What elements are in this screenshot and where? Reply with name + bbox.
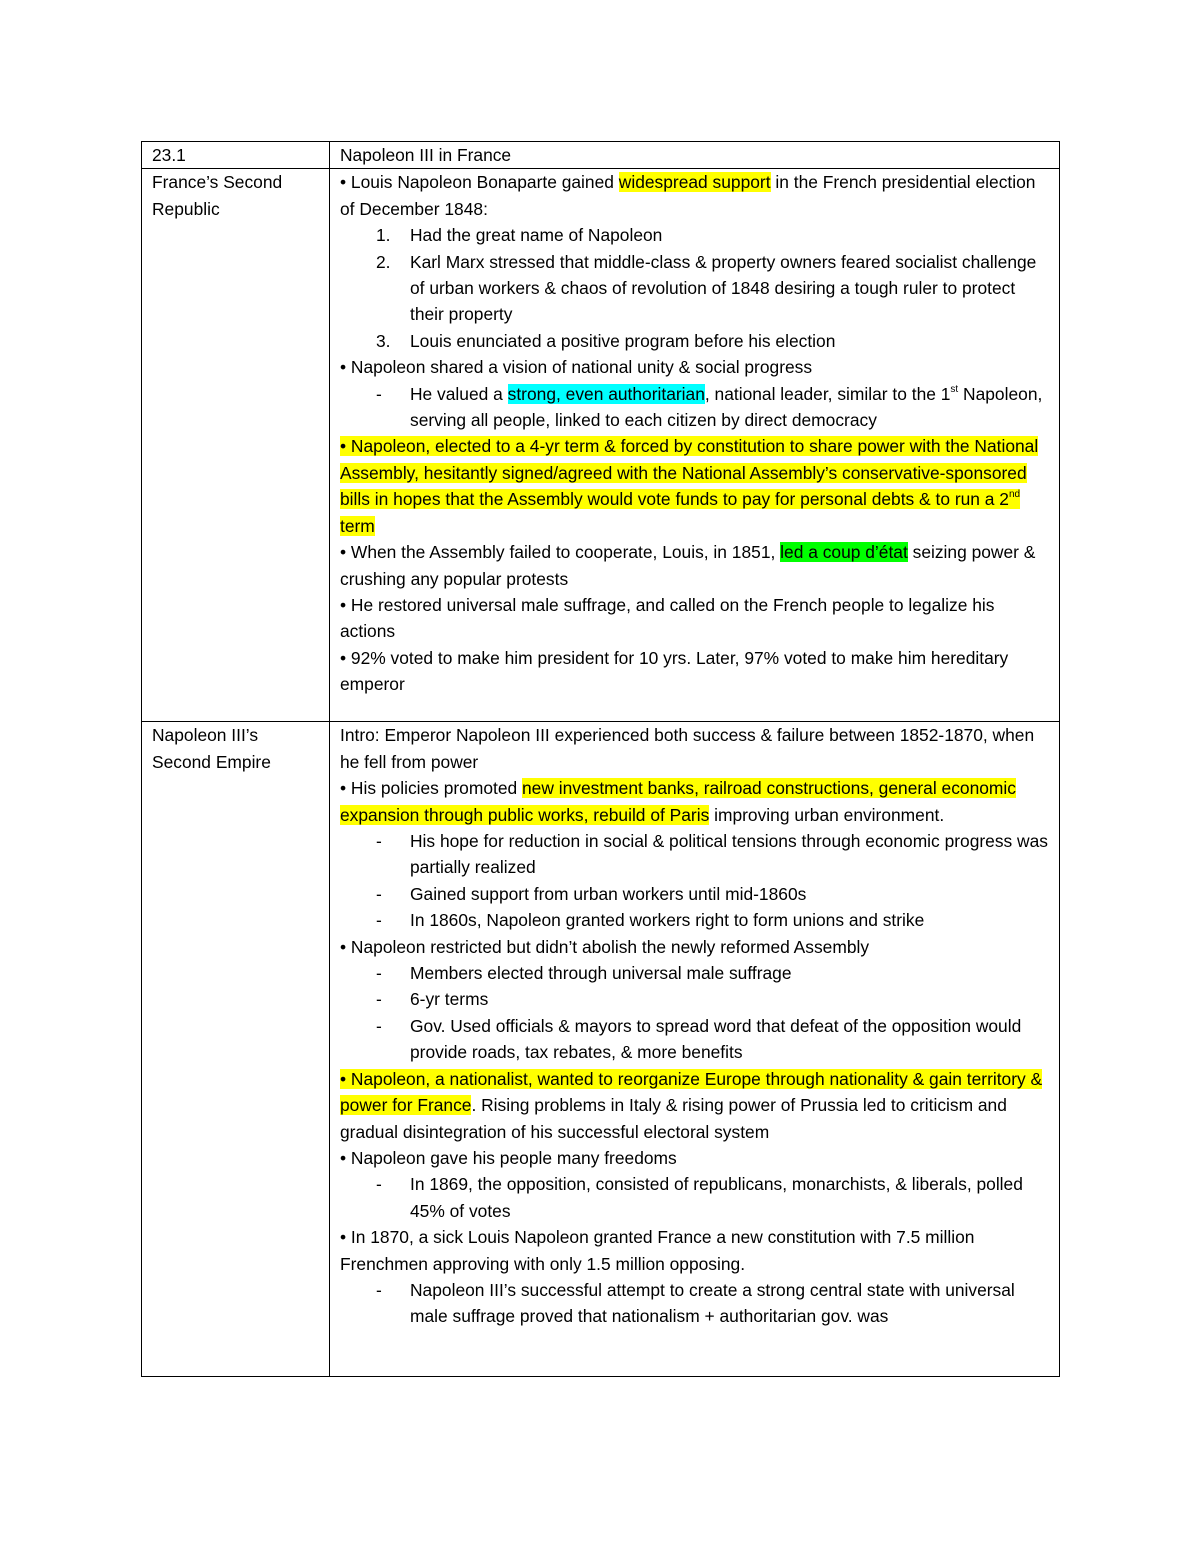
dash-item: - He valued a strong, even authoritarian, national leader, similar to the 1st Napoleon, serving all people, linked to each citizen by direct democracy — [376, 383, 1043, 431]
highlight-cyan: strong, even authoritarian — [507, 383, 705, 404]
section-title: Napoleon III in France — [330, 142, 1060, 169]
bullet: • Napoleon shared a vision of national unity & social progress — [340, 357, 813, 378]
header-row — [142, 142, 1060, 169]
notes-table — [141, 141, 1060, 1377]
topic-cell: Napoleon III’s Second Empire — [142, 722, 330, 1377]
bullet: • When the Assembly failed to cooperate, Louis, in 1851, led a coup d’état seizing power & crushing any popular protests — [340, 542, 1036, 589]
notes-cell — [330, 169, 1060, 722]
numbered-item: 1. Had the great name of Napoleon — [376, 225, 663, 246]
table-row — [142, 722, 1060, 1377]
bullet: • Napoleon gave his people many freedoms — [340, 1147, 677, 1168]
dash-item: - In 1860s, Napoleon granted workers right to form unions and strike — [376, 910, 925, 931]
topic-cell: France’s Second Republic — [142, 169, 330, 722]
bullet: • In 1870, a sick Louis Napoleon granted France a new constitution with 7.5 million Frenchmen approving with only 1.5 million opposing. — [340, 1227, 975, 1274]
bullet: • His policies promoted new investment banks, railroad constructions, general economic expansion through public works, rebuild of Paris improving urban environment. — [340, 778, 1016, 825]
dash-item: - In 1869, the opposition, consisted of republicans, monarchists, & liberals, polled 45% of votes — [376, 1174, 1023, 1221]
dash-item: - Members elected through universal male suffrage — [376, 963, 792, 984]
bullet — [340, 433, 1051, 539]
numbered-item: 2. Karl Marx stressed that middle-class & property owners feared socialist challenge of urban workers & chaos of revolution of 1848 desiring a tough ruler to protect their property — [376, 251, 1037, 325]
highlight-green: led a coup d’état — [780, 542, 908, 563]
dash-item: - His hope for reduction in social & political tensions through economic progress was partially realized — [376, 831, 1048, 878]
dash-item: - Napoleon III’s successful attempt to create a strong central state with universal male suffrage proved that nationalism + authoritarian gov. was — [376, 1279, 1015, 1327]
bullet: • Louis Napoleon Bonaparte gained widespread support in the French presidential election of December 1848: — [340, 172, 1036, 219]
notes-cell — [330, 722, 1060, 1377]
section-number: 23.1 — [142, 142, 330, 169]
dash-item: - 6-yr terms — [376, 989, 489, 1010]
highlight-yellow: new investment banks, railroad constructions, general economic expansion through public works, rebuild of Paris — [340, 778, 1016, 825]
highlight-yellow: widespread support — [618, 172, 771, 193]
bullet: • He restored universal male suffrage, and called on the French people to legalize his actions — [340, 594, 995, 642]
highlight-yellow: • Napoleon, elected to a 4-yr term & forced by constitution to share power with the National Assembly, hesitantly signed/agreed with the National Assembly’s conservative-sponsored bills in hopes that the Assembly would vote funds to pay for personal debts & to run a 2nd term — [340, 436, 1039, 536]
dash-item: - Gov. Used officials & mayors to spread word that defeat of the opposition would provide roads, tax rebates, & more benefits — [376, 1015, 1022, 1063]
numbered-item: 3. Louis enunciated a positive program before his election — [376, 330, 836, 351]
bullet: • 92% voted to make him president for 10 yrs. Later, 97% voted to make him hereditary emperor — [340, 647, 1009, 695]
bullet: • Napoleon restricted but didn’t abolish the newly reformed Assembly — [340, 936, 870, 957]
intro-text: Intro: Emperor Napoleon III experienced both success & failure between 1852-1870, when he fell from power — [340, 725, 1035, 772]
highlight-yellow: • Napoleon, a nationalist, wanted to reorganize Europe through nationality & gain territory & power for France — [340, 1068, 1043, 1116]
table-row — [142, 169, 1060, 722]
bullet: • Napoleon, a nationalist, wanted to reorganize Europe through nationality & gain territory & power for France. Rising problems in Italy & rising power of Prussia led to criticism and gradual disintegration of his successful electoral system — [340, 1068, 1043, 1142]
dash-item: - Gained support from urban workers until mid-1860s — [376, 883, 807, 904]
